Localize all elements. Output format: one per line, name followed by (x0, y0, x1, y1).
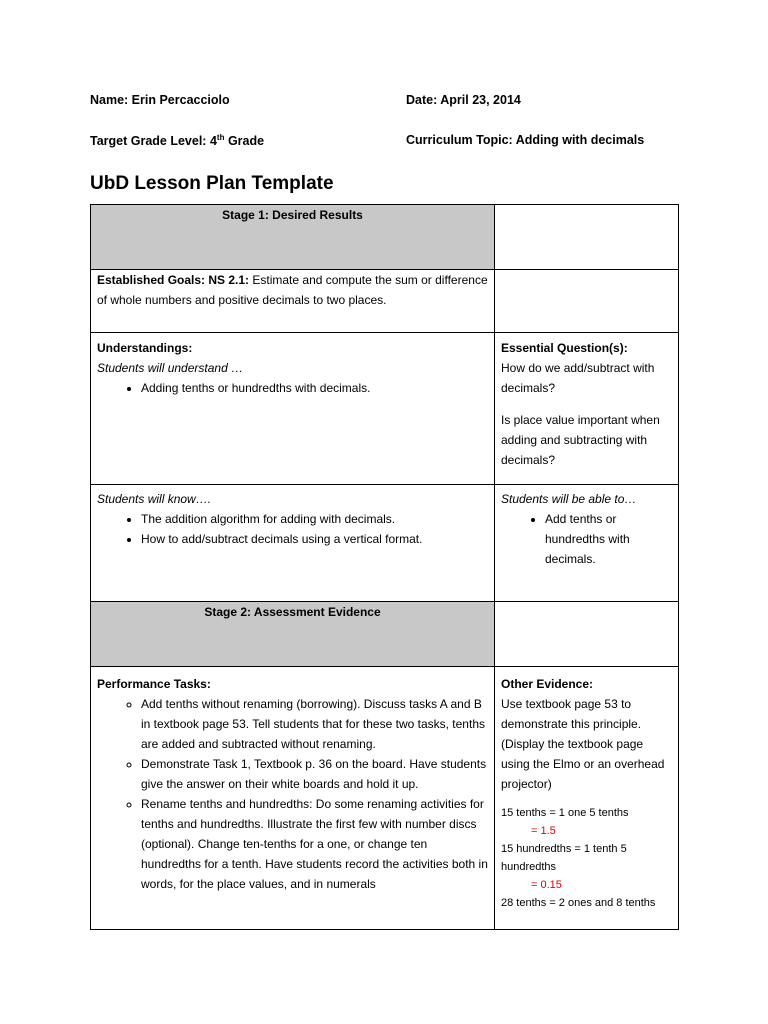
example-2: 15 hundredths = 1 tenth 5 hundredths (501, 843, 627, 873)
date-field: Date: April 23, 2014 (406, 93, 521, 107)
understandings-list (97, 378, 488, 398)
grade-sup: th (216, 133, 225, 142)
topic-field: Curriculum Topic: Adding with decimals (406, 133, 645, 147)
list-item: ◦ Add tenths without renaming (borrowing). Discuss tasks A and B in textbook page 53. Tell students that for these two tasks, tenths are added and subtracted without renaming. (141, 694, 488, 754)
tasks-label: Performance Tasks: (97, 677, 211, 691)
know-intro: Students will know…. (97, 492, 212, 506)
established-goals (91, 270, 495, 333)
list-item: • The addition algorithm for adding with decimals. (141, 509, 488, 529)
list-item: • Adding tenths or hundredths with decimals. (141, 378, 488, 398)
list-item: • Add tenths or hundredths with decimals. (545, 509, 672, 569)
stage2-heading: Stage 2: Assessment Evidence (91, 602, 495, 667)
other-text: Use textbook page 53 to demonstrate this principle. (Display the textbook page using the Elmo or an overhead projector) (501, 697, 665, 791)
stage1-empty-cell (495, 205, 679, 270)
example-1: 15 tenths = 1 one 5 tenths (501, 807, 629, 819)
understandings-intro: Students will understand … (97, 361, 244, 375)
eq-1: How do we add/subtract with decimals? (501, 361, 655, 395)
know-list (97, 509, 488, 549)
other-evidence-cell (495, 667, 679, 930)
lesson-plan-table (90, 204, 679, 930)
grade-prefix: Target Grade Level: 4 (90, 134, 217, 149)
eq-label: Essential Question(s): (501, 341, 628, 355)
eq-2: Is place value important when adding and subtracting with decimals? (501, 413, 660, 467)
goals-empty-cell (495, 270, 679, 333)
stage1-heading: Stage 1: Desired Results (91, 205, 495, 270)
example-1-result: = 1.5 (531, 825, 556, 837)
understandings-label: Understandings: (97, 341, 193, 355)
goals-label: Established Goals: NS 2.1: (97, 273, 250, 287)
able-cell (495, 485, 679, 602)
goals-text: Estimate and compute the sum or difference of whole numbers and positive decimals to two places. (97, 273, 488, 307)
know-cell (91, 485, 495, 602)
grade-suffix: Grade (224, 134, 265, 149)
example-2-result: = 0.15 (531, 879, 562, 891)
able-list (501, 509, 672, 569)
name-field: Name: Erin Percacciolo (90, 93, 230, 107)
list-item: • How to add/subtract decimals using a vertical format. (141, 529, 488, 549)
tasks-list (97, 694, 488, 894)
other-label: Other Evidence: (501, 677, 594, 691)
performance-tasks-cell (91, 667, 495, 930)
list-item: ◦ Rename tenths and hundredths: Do some renaming activities for tenths and hundredths. Illustrate the first few with number discs (optional). Change ten-tenths for a one, or change ten hundredths for a tenth. Have students record the activities both in words, for the place values, and in numerals (141, 794, 488, 894)
understandings-cell (91, 333, 495, 485)
grade-field (90, 133, 264, 148)
essential-questions-cell (495, 333, 679, 485)
page-title: UbD Lesson Plan Template (90, 173, 334, 194)
stage2-empty-cell (495, 602, 679, 667)
able-intro: Students will be able to… (501, 492, 637, 506)
list-item: ◦ Demonstrate Task 1, Textbook p. 36 on the board. Have students give the answer on their white boards and hold it up. (141, 754, 488, 794)
example-3: 28 tenths = 2 ones and 8 tenths (501, 897, 656, 909)
